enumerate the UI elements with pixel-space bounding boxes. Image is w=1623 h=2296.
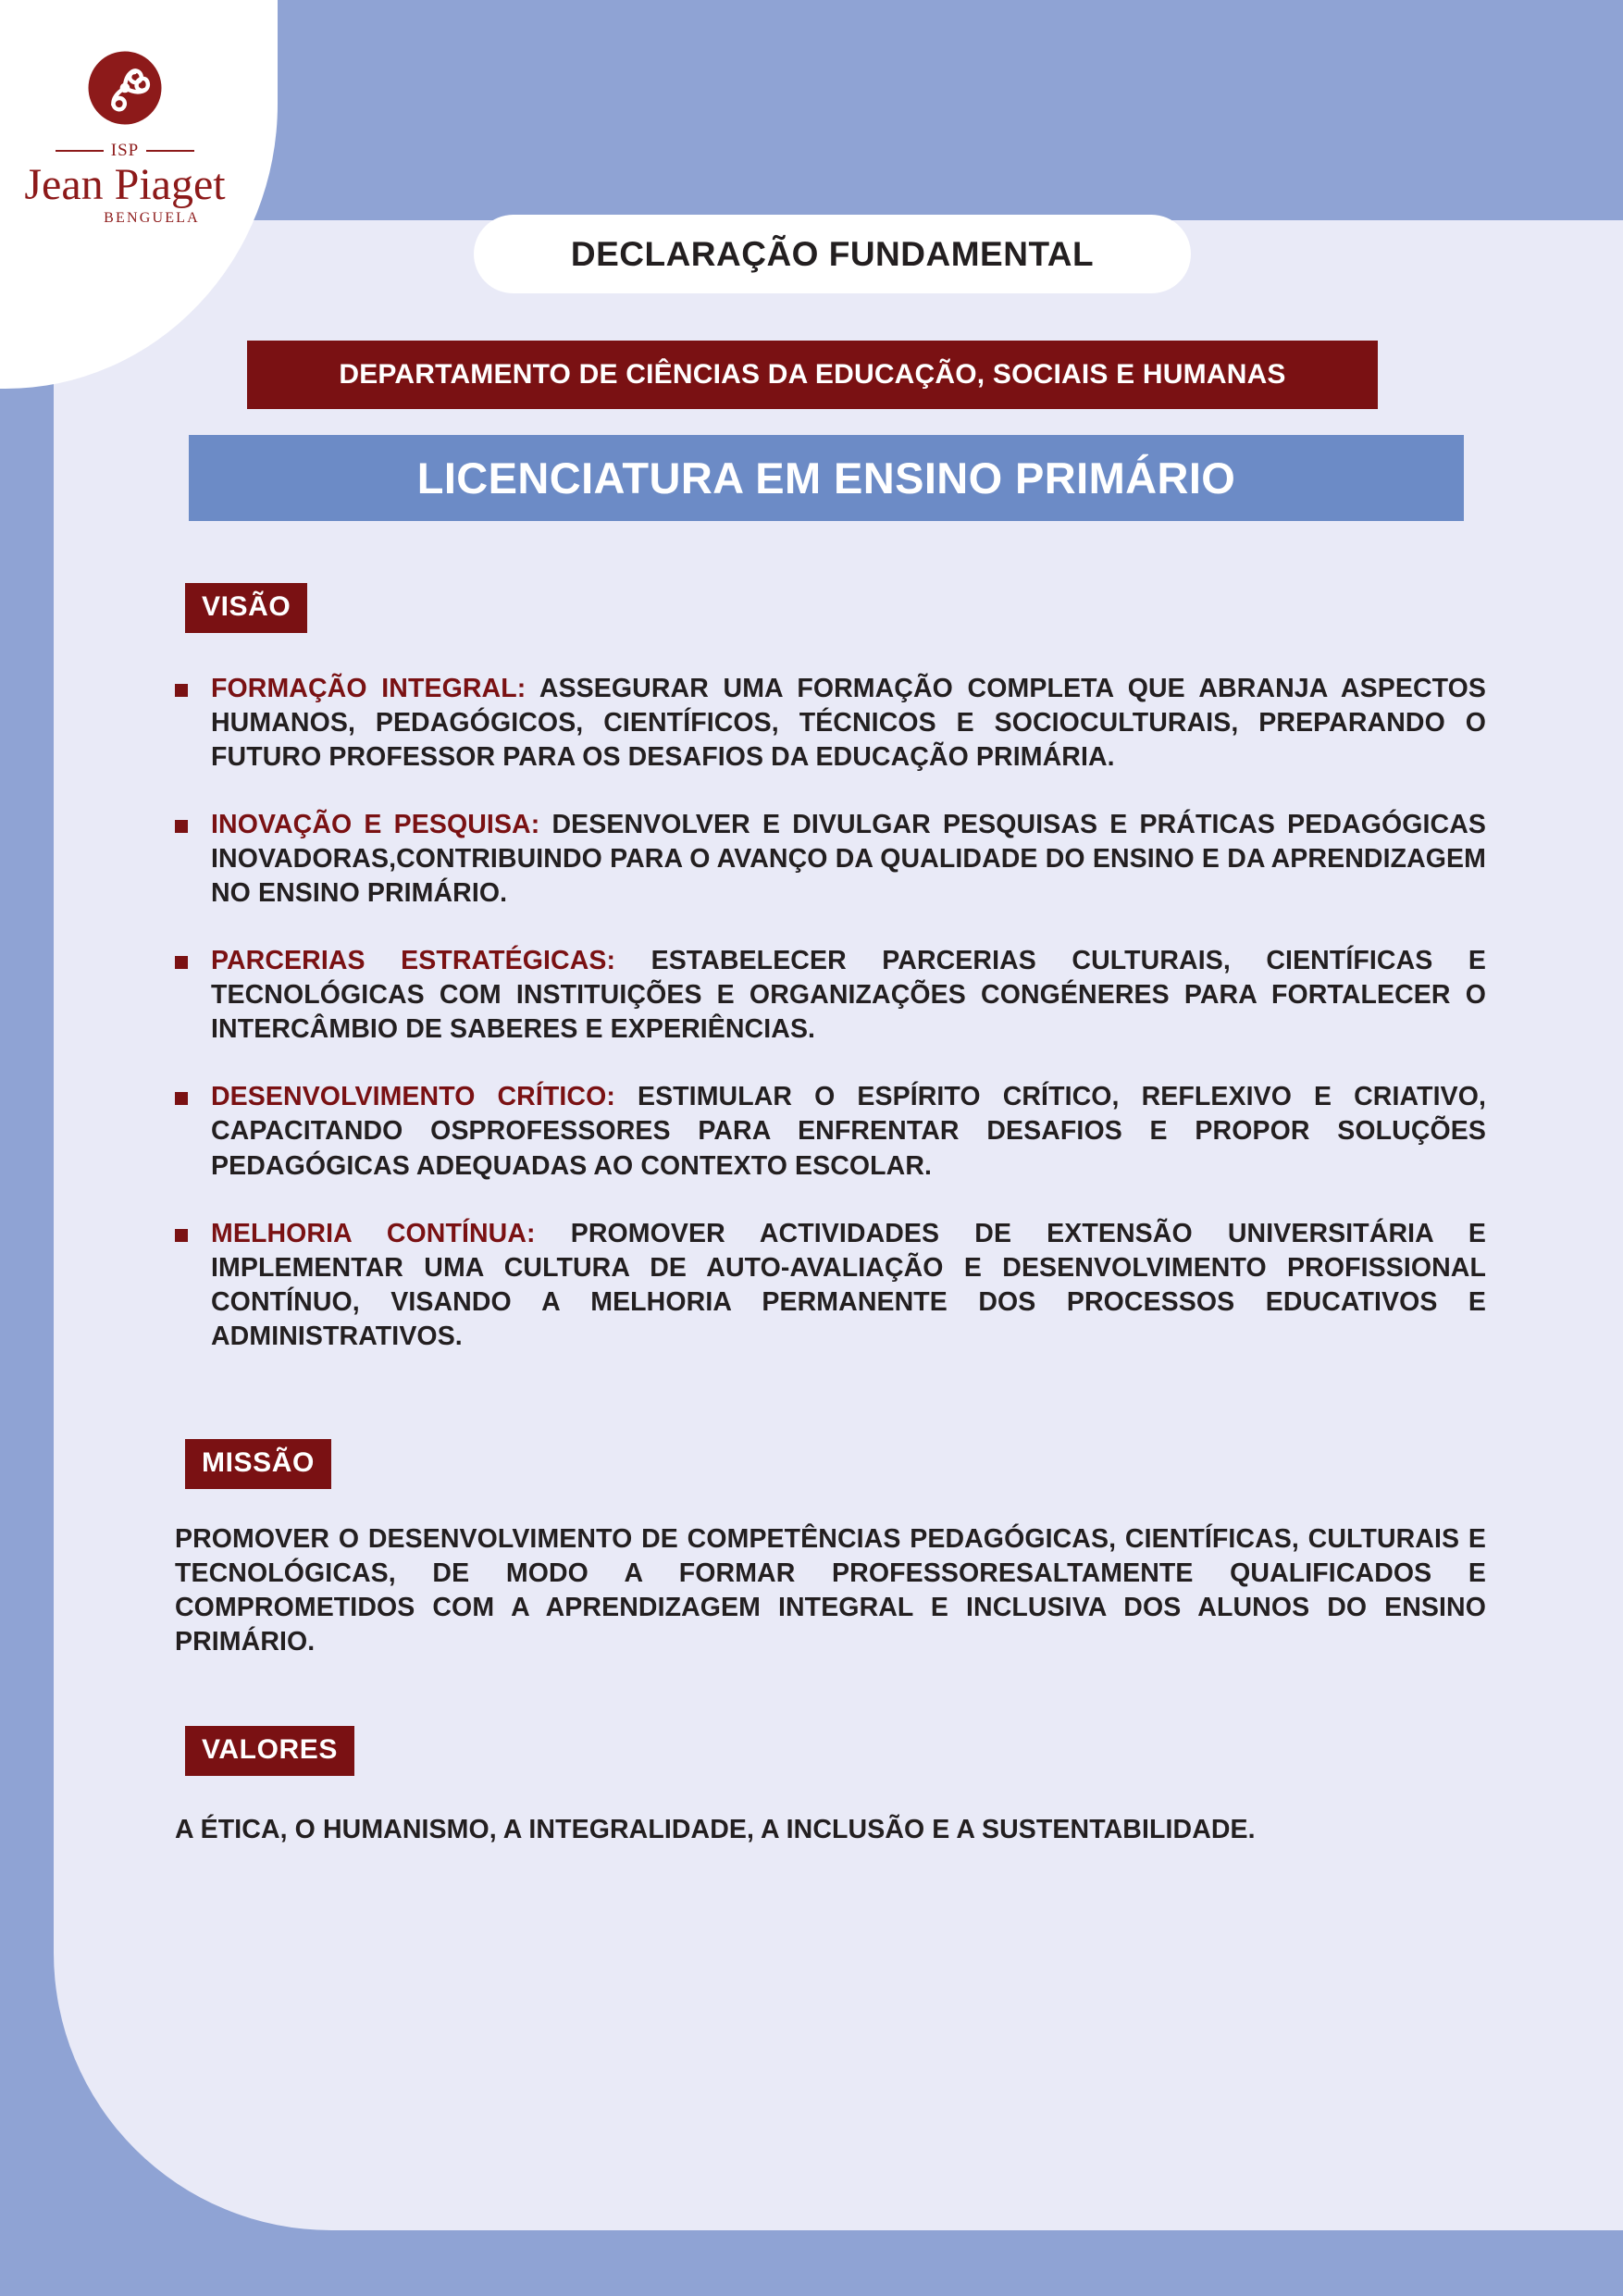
- list-item-text: ASSEGURAR UMA FORMAÇÃO COMPLETA QUE ABRANJA ASPECTOS HUMANOS, PEDAGÓGICOS, CIENTÍFICOS, TÉCNICOS E SOCIOCULTURAIS, PREPARANDO O FUTURO PROFESSOR PARA OS DESAFIOS DA EDUCAÇÃO PRIMÁRIA.: [211, 674, 1486, 773]
- triskelion-logo-icon: [76, 39, 174, 137]
- values-badge-wrap: [185, 1726, 1486, 1776]
- list-item-lead: FORMAÇÃO INTEGRAL:: [211, 674, 527, 703]
- vision-badge: VISÃO: [185, 583, 307, 633]
- course-label: LICENCIATURA EM ENSINO PRIMÁRIO: [416, 453, 1236, 503]
- course-bar: [189, 435, 1464, 521]
- department-bar: [247, 341, 1378, 409]
- list-item-text: ESTIMULAR O ESPÍRITO CRÍTICO, REFLEXIVO E CRIATIVO, CAPACITANDO OSPROFESSORES PARA ENFRENTAR DESAFIOS E PROPOR SOLUÇÕES PEDAGÓGICAS ADEQUADAS AO CONTEXTO ESCOLAR.: [211, 1082, 1486, 1181]
- list-item-text: ESTABELECER PARCERIAS CULTURAIS, CIENTÍFICAS E TECNOLÓGICAS COM INSTITUIÇÕES E ORGANIZAÇÕES CONGÉNERES PARA FORTALECER O INTERCÂMBIO DE SABERES E EXPERIÊNCIAS.: [211, 946, 1486, 1045]
- mission-section: [172, 1439, 1486, 1659]
- vision-list: [172, 672, 1486, 1354]
- list-item-text: PROMOVER ACTIVIDADES DE EXTENSÃO UNIVERSITÁRIA E IMPLEMENTAR UMA CULTURA DE AUTO-AVALIAÇÃO E DESENVOLVIMENTO PROFISSIONAL CONTÍNUO, VISANDO A MELHORIA PERMANENTE DOS PROCESSOS EDUCATIVOS E ADMINISTRATIVOS.: [211, 1218, 1486, 1351]
- mission-text: PROMOVER O DESENVOLVIMENTO DE COMPETÊNCIAS PEDAGÓGICAS, CIENTÍFICAS, CULTURAIS E TECNOLÓGICAS, DE MODO A FORMAR PROFESSORESALTAMENTE QUALIFICADOS E COMPROMETIDOS COM A APRENDIZAGEM INTEGRAL E INCLUSIVA DOS ALUNOS DO ENSINO PRIMÁRIO.: [175, 1523, 1486, 1657]
- logo-isp-row: [19, 141, 231, 161]
- list-item-lead: PARCERIAS ESTRATÉGICAS:: [211, 946, 616, 976]
- logo-isp-text: ISP: [110, 141, 140, 160]
- list-item-lead: MELHORIA CONTÍNUA:: [211, 1218, 536, 1248]
- list-item-lead: DESENVOLVIMENTO CRÍTICO:: [211, 1082, 615, 1112]
- logo-rule-left: [56, 150, 104, 152]
- vision-badge-wrap: [185, 583, 1486, 633]
- content-column: [172, 583, 1486, 1847]
- list-item: [172, 944, 1486, 1047]
- page-title: DECLARAÇÃO FUNDAMENTAL: [570, 234, 1095, 273]
- list-item: [172, 1080, 1486, 1183]
- list-item-text: DESENVOLVER E DIVULGAR PESQUISAS E PRÁTICAS PEDAGÓGICAS INOVADORAS,CONTRIBUINDO PARA O AVANÇO DA QUALIDADE DO ENSINO E DA APRENDIZAGEM NO ENSINO PRIMÁRIO.: [211, 810, 1486, 909]
- list-item: [172, 672, 1486, 775]
- institution-logo: [19, 39, 231, 227]
- list-item: [172, 1217, 1486, 1354]
- list-item: [172, 808, 1486, 911]
- values-badge: VALORES: [185, 1726, 354, 1776]
- values-section: [172, 1726, 1486, 1847]
- logo-rule-right: [146, 150, 194, 152]
- values-text: A ÉTICA, O HUMANISMO, A INTEGRALIDADE, A INCLUSÃO E A SUSTENTABILIDADE.: [175, 1814, 1256, 1844]
- vision-section: [172, 583, 1486, 1354]
- department-label: DEPARTAMENTO DE CIÊNCIAS DA EDUCAÇÃO, SOCIAIS E HUMANAS: [339, 359, 1286, 390]
- logo-institution-name: Jean Piaget: [24, 160, 226, 209]
- list-item-lead: INOVAÇÃO E PESQUISA:: [211, 810, 540, 840]
- logo-city-name: BENGUELA: [104, 209, 200, 226]
- mission-badge-wrap: [185, 1439, 1486, 1489]
- declaration-title-pill: [474, 215, 1191, 293]
- mission-badge: MISSÃO: [185, 1439, 331, 1489]
